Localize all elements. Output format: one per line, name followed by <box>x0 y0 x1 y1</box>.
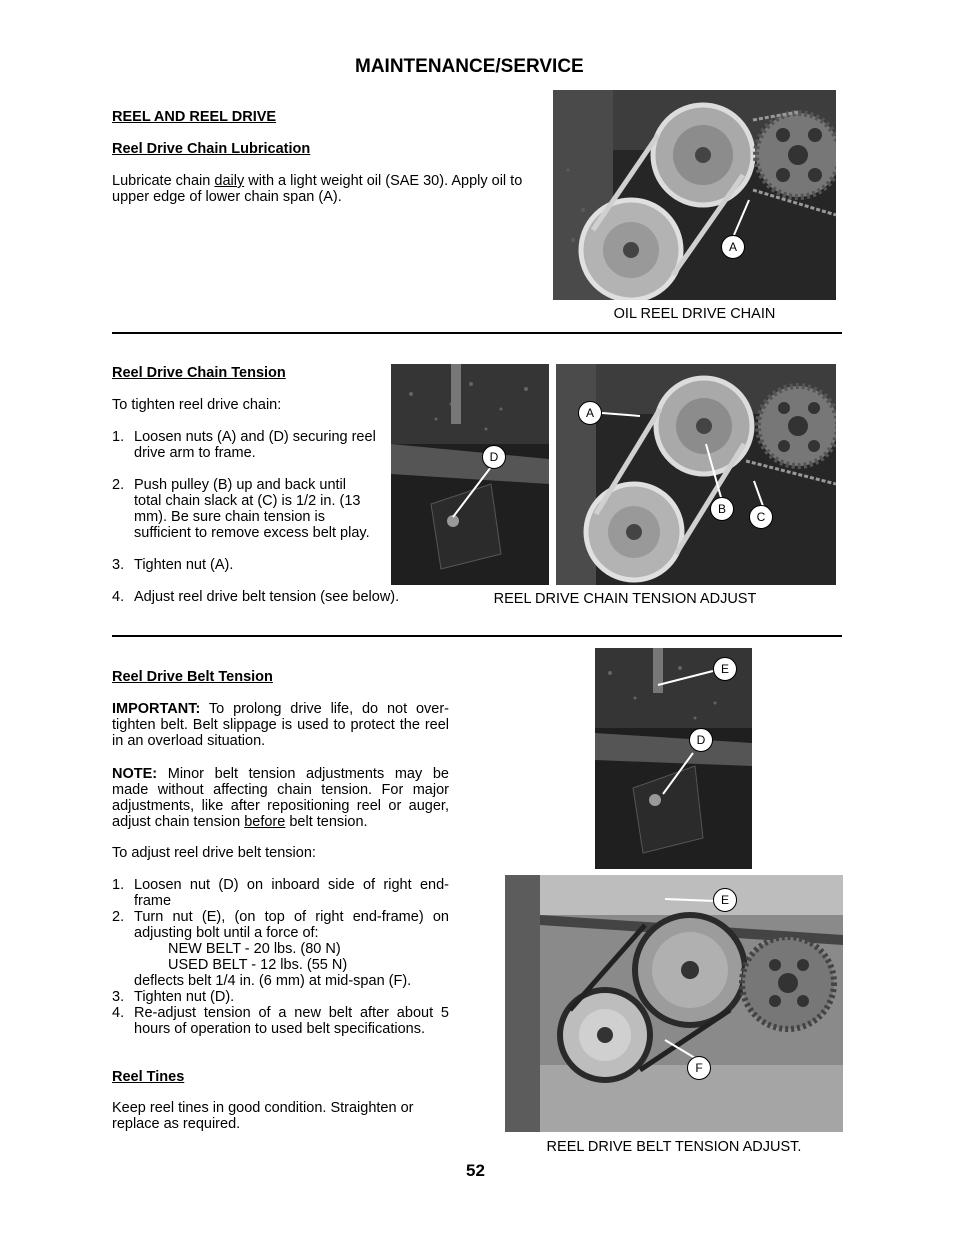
belt-tension-steps <box>112 877 449 1037</box>
section-divider <box>112 635 842 637</box>
list-item: 1. Loosen nut (D) on inboard side of right end-frame <box>112 877 449 909</box>
note-paragraph: NOTE: Minor belt tension adjustments may be made without affecting chain tension. For major adjustments, like after repositioning reel or auger, adjust chain tension before belt tension. <box>112 766 449 830</box>
deflect-text: deflects belt 1/4 in. (6 mm) at mid-span (F). <box>134 973 412 989</box>
subheading-reel-tines: Reel Tines <box>112 1069 185 1085</box>
callout-d: D <box>482 445 506 469</box>
list-item: 4. Re-adjust tension of a new belt after about 5 hours of operation to used belt specifications. <box>112 1005 449 1037</box>
callout-e: E <box>713 657 737 681</box>
callout-a: A <box>721 235 745 259</box>
callout-f: F <box>687 1056 711 1080</box>
callout-b: B <box>710 497 734 521</box>
reel-arm-nut-photo <box>391 364 549 585</box>
subheading-chain-lubrication: Reel Drive Chain Lubrication <box>112 141 311 157</box>
section-heading-reel: REEL AND REEL DRIVE <box>112 109 277 125</box>
oil-reel-drive-chain-photo <box>553 90 836 300</box>
force-new-belt: NEW BELT - 20 lbs. (80 N) <box>168 941 341 957</box>
photo-caption-chain-tension: REEL DRIVE CHAIN TENSION ADJUST <box>493 591 757 607</box>
reel-drive-chain-tension-photo <box>556 364 836 585</box>
belt-tension-intro: To adjust reel drive belt tension: <box>112 845 316 861</box>
page-title: MAINTENANCE/SERVICE <box>355 56 584 77</box>
reel-drive-belt-photo <box>505 875 843 1132</box>
photo-caption-oil-chain: OIL REEL DRIVE CHAIN <box>613 306 776 322</box>
list-item: 1. Loosen nuts (A) and (D) securing reel drive arm to frame. <box>112 429 376 461</box>
list-item: 3. Tighten nut (A). <box>112 557 234 573</box>
important-paragraph: IMPORTANT: To prolong drive life, do not over-tighten belt. Belt slippage is used to protect the reel in an overload situation. <box>112 701 449 749</box>
photo-caption-belt-tension: REEL DRIVE BELT TENSION ADJUST. <box>546 1139 802 1155</box>
list-item: 4. Adjust reel drive belt tension (see below). <box>112 589 400 605</box>
subheading-chain-tension: Reel Drive Chain Tension <box>112 365 286 381</box>
section-divider <box>112 332 842 334</box>
callout-e: E <box>713 888 737 912</box>
list-item: 3. Tighten nut (D). <box>112 989 235 1005</box>
list-item: 2. Push pulley (B) up and back until total chain slack at (C) is 1/2 in. (13 mm). Be sure chain tension is sufficient to remove excess belt play. <box>112 477 370 541</box>
callout-d: D <box>689 728 713 752</box>
end-frame-nuts-photo <box>595 648 752 869</box>
subheading-belt-tension: Reel Drive Belt Tension <box>112 669 273 685</box>
page-number: 52 <box>466 1161 485 1180</box>
force-used-belt: USED BELT - 12 lbs. (55 N) <box>168 957 348 973</box>
callout-a: A <box>578 401 602 425</box>
chain-tension-steps <box>112 429 400 605</box>
lubrication-paragraph: Lubricate chain daily with a light weight oil (SAE 30). Apply oil to upper edge of lower chain span (A). <box>112 173 523 205</box>
list-item: 2. Turn nut (E), (on top of right end-frame) on adjusting bolt until a force of: NEW BELT - 20 lbs. (80 N) USED BELT - 12 lbs. (55 N) deflects belt 1/4 in. (6 mm) at mid-span (F). <box>112 909 449 989</box>
callout-c: C <box>749 505 773 529</box>
chain-tension-intro: To tighten reel drive chain: <box>112 397 282 413</box>
reel-tines-paragraph: Keep reel tines in good condition. Straighten or replace as required. <box>112 1100 414 1132</box>
